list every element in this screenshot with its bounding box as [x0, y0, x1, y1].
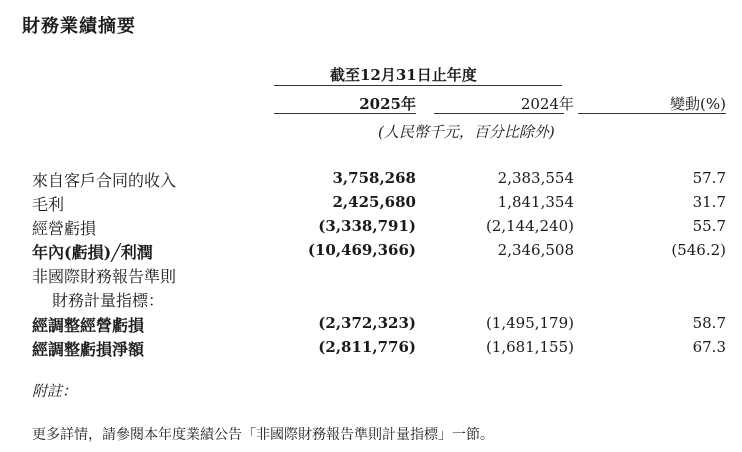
- column-underline-2024: [434, 113, 564, 114]
- row-label-net-result: 年內(虧損)╱利潤: [32, 243, 153, 262]
- value-2024-adjusted-operating-loss: (1,495,179): [485, 314, 574, 332]
- row-label-revenue: 來自客戶合同的收入: [32, 171, 177, 190]
- column-change: 變動(%): [670, 95, 726, 113]
- value-2025-adjusted-operating-loss: (2,372,323): [318, 314, 416, 332]
- note-title: 附註：: [32, 382, 78, 400]
- page-title: 財務業績摘要: [22, 16, 136, 37]
- value-change-operating-loss: 55.7: [692, 217, 726, 235]
- value-change-revenue: 57.7: [692, 169, 726, 187]
- row-label-adjusted-net-loss: 經調整虧損淨額: [32, 340, 145, 359]
- value-2024-revenue: 2,383,554: [497, 169, 574, 187]
- column-2025: 2025年: [359, 95, 416, 113]
- non-ifrs-subheader: 財務計量指標：: [52, 291, 165, 310]
- period-underline: [274, 85, 562, 86]
- value-change-adjusted-operating-loss: 58.7: [692, 314, 726, 332]
- note-text: 更多詳情，請參閱本年度業績公告「非國際財務報告準則計量指標」一節。: [32, 427, 494, 443]
- row-label-operating-loss: 經營虧損: [32, 219, 97, 238]
- value-change-gross-profit: 31.7: [692, 193, 726, 211]
- value-2024-adjusted-net-loss: (1,681,155): [485, 338, 574, 356]
- value-2025-net-result: (10,469,366): [307, 241, 416, 259]
- value-2024-gross-profit: 1,841,354: [497, 193, 574, 211]
- value-change-adjusted-net-loss: 67.3: [692, 338, 726, 356]
- value-2024-net-result: 2,346,508: [497, 241, 574, 259]
- column-underline-change: [578, 113, 726, 114]
- value-2025-gross-profit: 2,425,680: [332, 193, 416, 211]
- row-label-adjusted-operating-loss: 經調整經營虧損: [32, 316, 145, 335]
- row-label-gross-profit: 毛利: [32, 195, 65, 214]
- value-change-net-result: (546.2): [671, 241, 726, 259]
- unit-note: (人民幣千元，百分比除外): [378, 123, 555, 141]
- value-2024-operating-loss: (2,144,240): [485, 217, 574, 235]
- column-2024: 2024年: [520, 95, 574, 113]
- period-header: 截至12月31日止年度: [330, 66, 477, 84]
- value-2025-operating-loss: (3,338,791): [318, 217, 416, 235]
- value-2025-revenue: 3,758,268: [332, 169, 416, 187]
- non-ifrs-header: 非國際財務報告準則: [32, 267, 177, 286]
- value-2025-adjusted-net-loss: (2,811,776): [318, 338, 416, 356]
- column-underline-2025: [274, 113, 416, 114]
